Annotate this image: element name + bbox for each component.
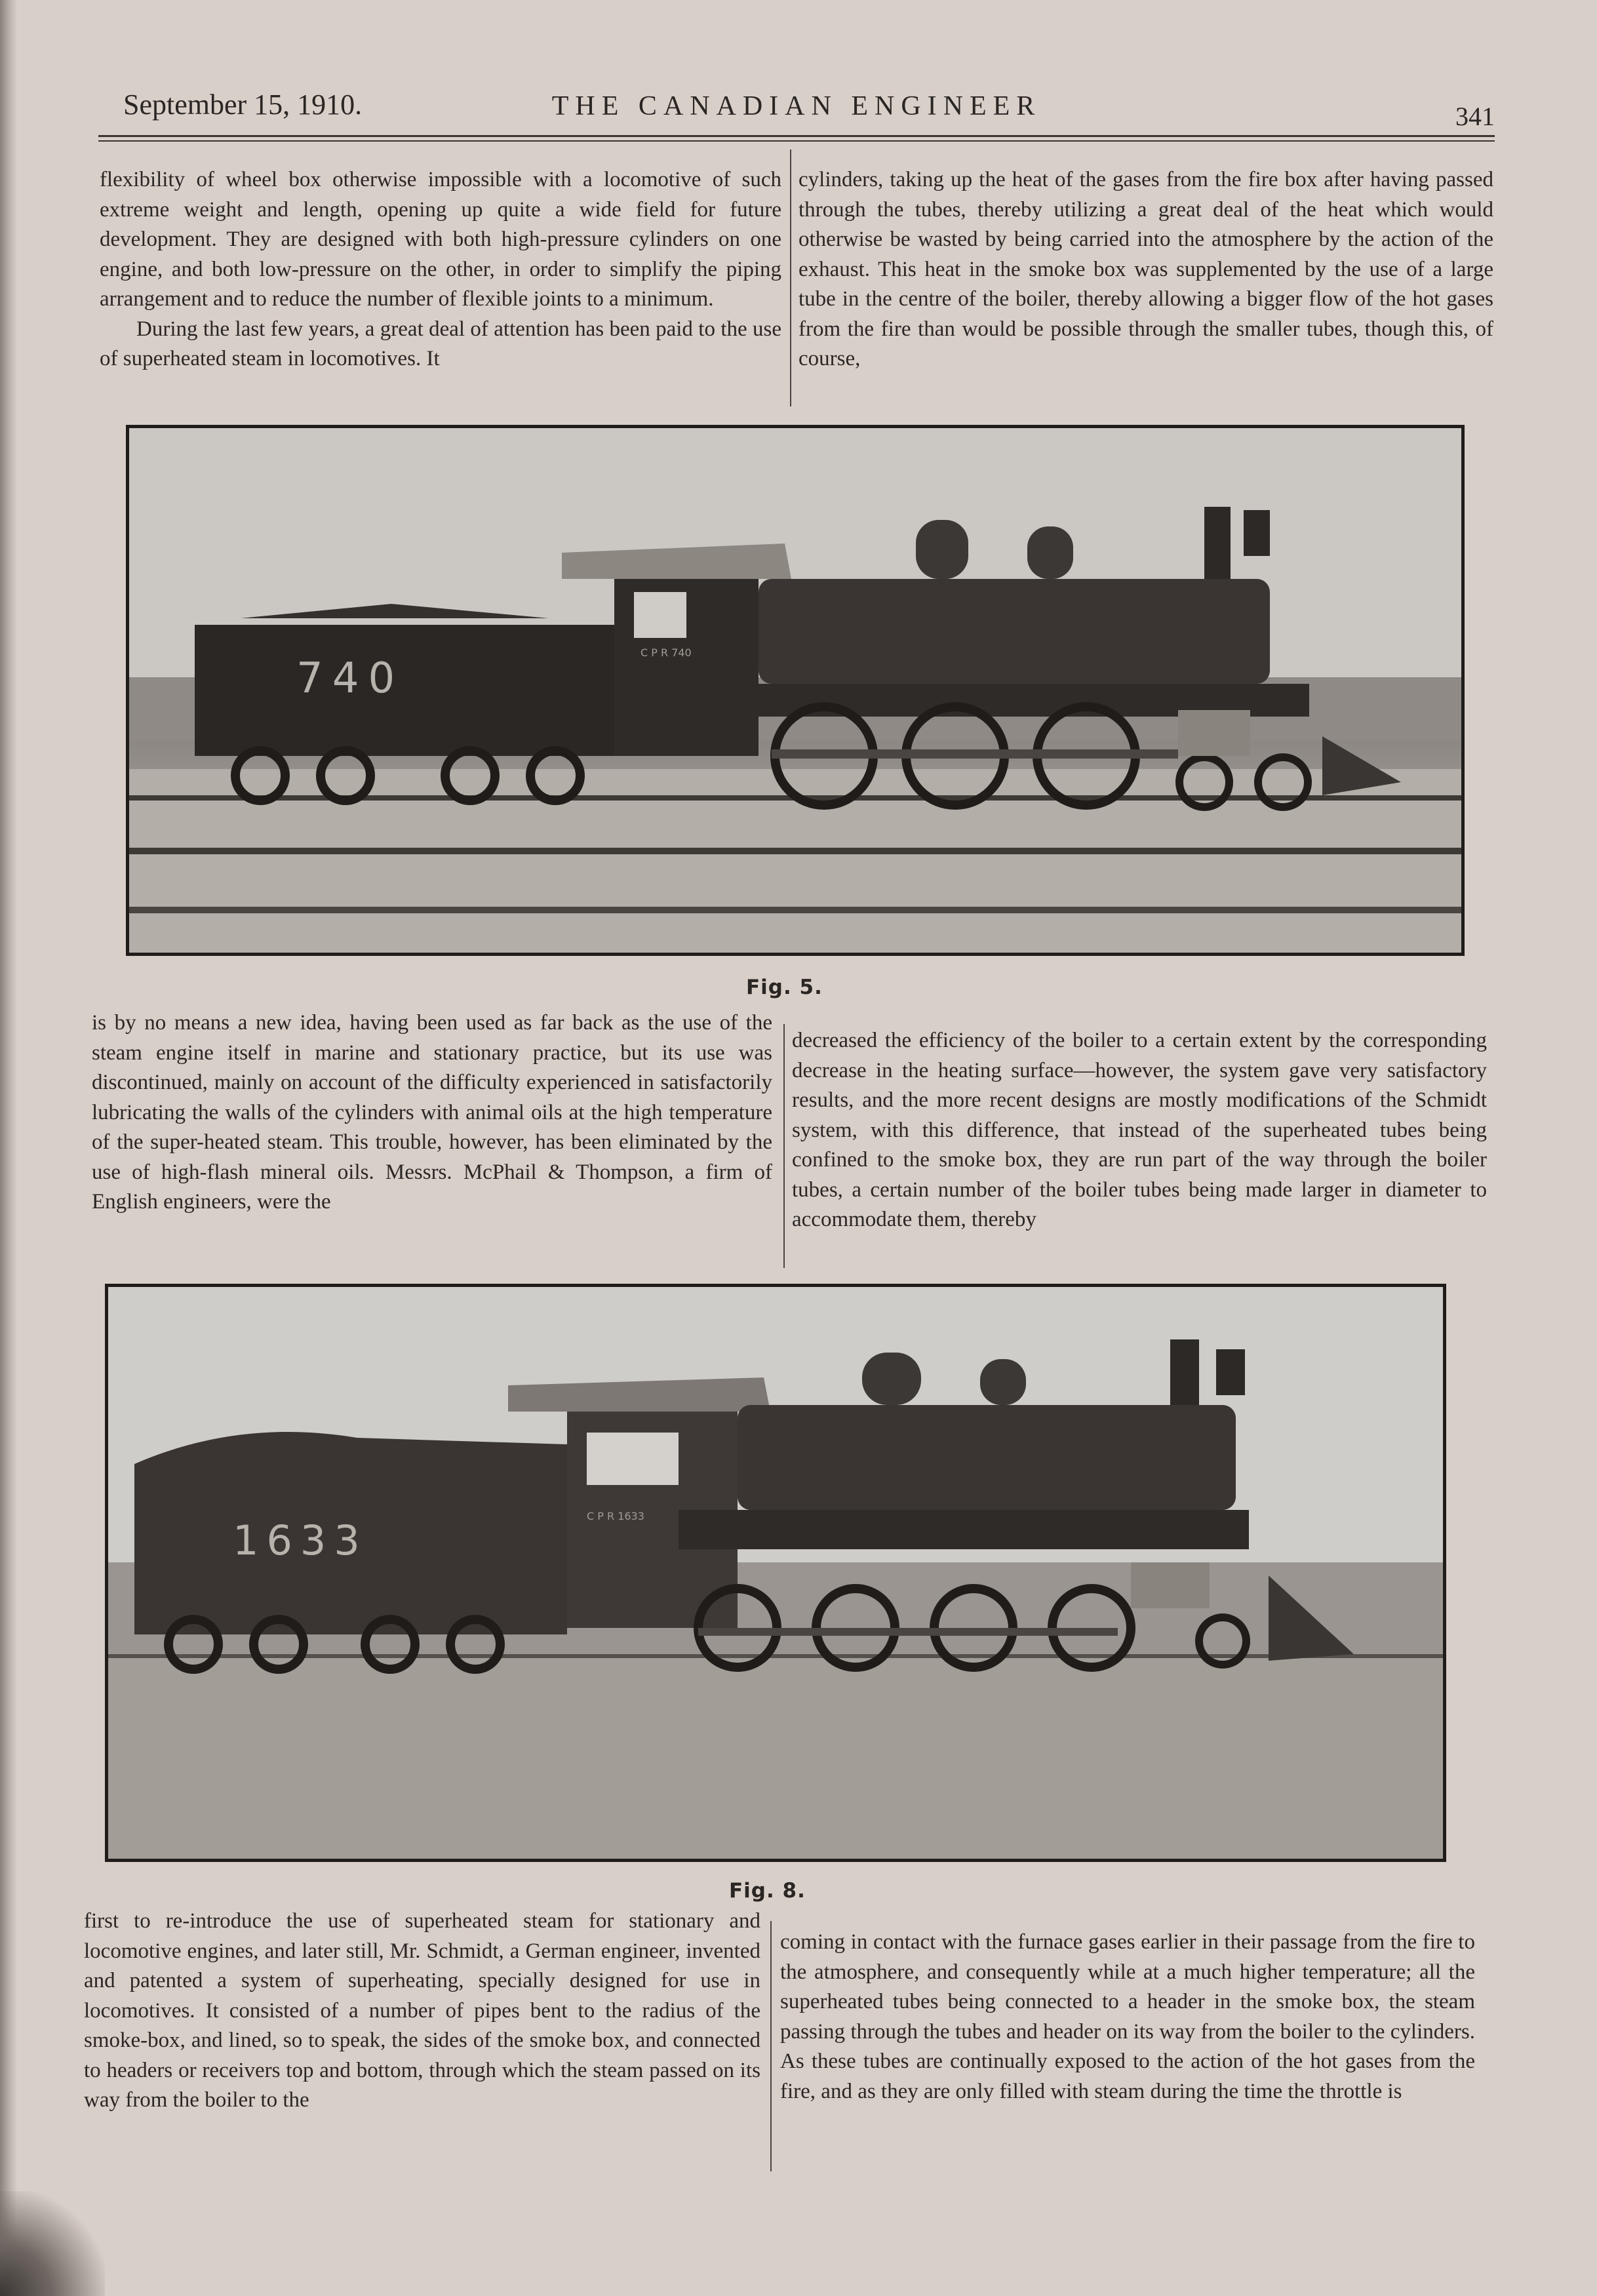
cab-lettering: C P R 740 xyxy=(641,646,692,659)
section2-right-column xyxy=(792,1026,1487,1235)
section3-left-column xyxy=(84,1907,760,2116)
issue-date: September 15, 1910. xyxy=(123,89,363,121)
section3-right-column xyxy=(780,1928,1475,2107)
section1-left-column xyxy=(100,165,781,374)
paragraph: flexibility of wheel box otherwise impossible with a locomotive of such extreme weight and length, opening up quite a wide field for future development. They are designed with both high-pressure cylinders on one engine, and both low-pressure on the other, in order to simplify the piping arrangement and to reduce the number of flexible joints to a minimum. xyxy=(100,168,781,311)
paragraph: coming in contact with the furnace gases earlier in their passage from the fire to the atmosphere, and consequently while at a much higher temperature; all the superheated tubes being connected to a header in the smoke box, the steam passing through the tubes and header on its way from the boiler to the cylinders. As these tubes are continually exposed to the action of the hot gases from the fire, and as they are only filled with steam during the time the throttle is xyxy=(780,1930,1475,2103)
tender-number-label: 740 xyxy=(296,654,404,703)
journal-title: THE CANADIAN ENGINEER xyxy=(551,91,1042,121)
locomotive-740-photo xyxy=(126,425,1465,956)
figure-caption: Fig. 8. xyxy=(729,1879,806,1903)
header-rule-secondary xyxy=(98,140,1495,142)
cab-lettering: C P R 1633 xyxy=(587,1510,644,1522)
page-edge xyxy=(0,0,17,2296)
page-number: 341 xyxy=(1455,102,1495,131)
running-head xyxy=(98,79,1495,131)
column-divider xyxy=(783,1024,785,1268)
column-divider xyxy=(770,1921,772,2171)
page-corner-shadow xyxy=(0,2191,105,2296)
locomotive-1633-photo xyxy=(105,1284,1446,1862)
paragraph: During the last few years, a great deal of attention has been paid to the use of superheated steam in locomotives. It xyxy=(100,317,781,370)
paragraph: first to re-introduce the use of superheated steam for stationary and locomotive engines, and later still, Mr. Schmidt, a German engineer, invented and patented a system of superheating, specially designed for use in locomotives. It consisted of a number of pipes bent to the radius of the smoke-box, and lined, so to speak, the sides of the smoke box, and connected to headers or receivers top and bottom, through which the steam passed on its way from the boiler to the xyxy=(84,1909,760,2112)
header-rule xyxy=(98,135,1495,137)
locomotive-1633-drawing xyxy=(108,1287,1443,1859)
section2-left-column xyxy=(92,1008,772,1217)
paragraph: decreased the efficiency of the boiler to a certain extent by the corresponding decrease in the heating surface—however, the system gave very satisfactory results, and the more recent designs are mostly modifications of the Schmidt system, with this difference, that instead of the superheated tubes being confined to the smoke box, they are run part of the way through the boiler tubes, a certain number of the boiler tubes being made larger in diameter to accommodate them, thereby xyxy=(792,1029,1487,1231)
tender-number-label: 1633 xyxy=(233,1516,368,1564)
figure-caption: Fig. 5. xyxy=(746,976,823,999)
column-divider xyxy=(790,149,791,406)
paragraph: cylinders, taking up the heat of the gases from the fire box after having passed through the tubes, thereby utilizing a great deal of the heat which would otherwise be wasted by being carried into the atmosphere by the action of the exhaust. This heat in the smoke box was supplemented by the use of a large tube in the centre of the boiler, thereby allowing a bigger flow of the hot gases from the fire than would be possible through the smaller tubes, though this, of course, xyxy=(798,168,1493,370)
paragraph: is by no means a new idea, having been used as far back as the use of the steam engine itself in marine and stationary practice, but its use was discontinued, mainly on account of the difficulty experienced in satisfactorily lubricating the walls of the cylinders with animal oils at the high temperature of the super-heated steam. This trouble, however, has been eliminated by the use of high-flash mineral oils. Messrs. McPhail & Thompson, a firm of English engineers, were the xyxy=(92,1011,772,1214)
section1-right-column xyxy=(798,165,1493,374)
